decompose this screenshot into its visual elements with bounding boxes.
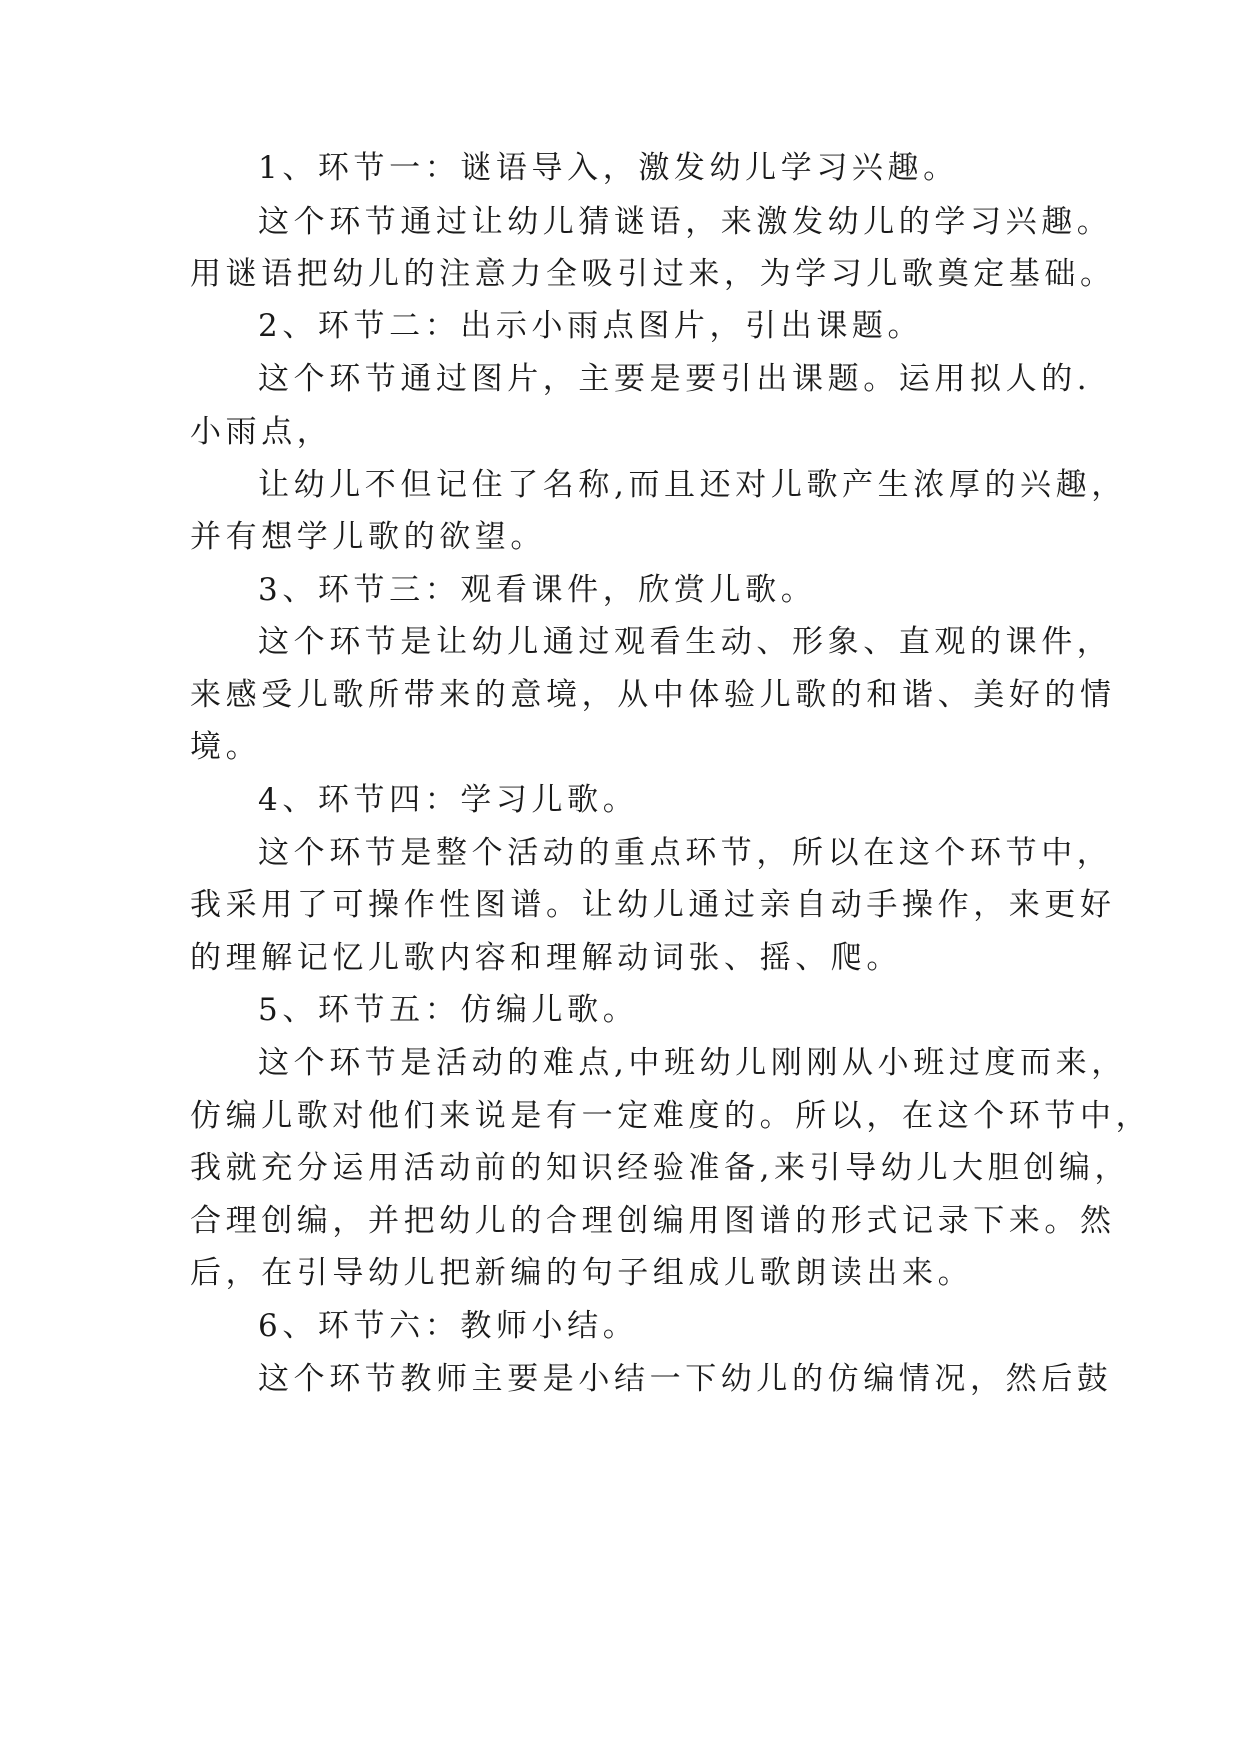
section-3-heading: 3、环节三：观看课件，欣赏儿歌。	[258, 572, 817, 608]
section-1-heading: 1、环节一：谜语导入，激发幼儿学习兴趣。	[258, 150, 959, 186]
section-6-heading: 6、环节六：教师小结。	[258, 1308, 639, 1344]
paragraph-line: 这个环节是活动的难点,中班幼儿刚刚从小班过度而来，	[258, 1045, 1127, 1081]
paragraph-line: 用谜语把幼儿的注意力全吸引过来，为学习儿歌奠定基础。	[190, 256, 1116, 292]
paragraph-line: 这个环节教师主要是小结一下幼儿的仿编情况，然后鼓	[258, 1361, 1113, 1397]
paragraph-line: 让幼儿不但记住了名称,而且还对儿歌产生浓厚的兴趣，	[258, 467, 1127, 503]
paragraph-line: 境。	[190, 729, 262, 765]
section-5-heading: 5、环节五：仿编儿歌。	[258, 992, 639, 1028]
paragraph-line: 后，在引导幼儿把新编的句子组成儿歌朗读出来。	[190, 1255, 974, 1291]
paragraph-line: 这个环节是让幼儿通过观看生动、形象、直观的课件，	[258, 624, 1113, 660]
paragraph-line: 这个环节是整个活动的重点环节，所以在这个环节中，	[258, 835, 1113, 871]
paragraph-line: 仿编儿歌对他们来说是有一定难度的。所以，在这个环节中，	[190, 1098, 1152, 1134]
section-4-heading: 4、环节四：学习儿歌。	[258, 782, 639, 818]
section-2-heading: 2、环节二：出示小雨点图片，引出课题。	[258, 308, 924, 344]
paragraph-line: 小雨点，	[190, 414, 333, 450]
paragraph-line: 我就充分运用活动前的知识经验准备,来引导幼儿大胆创编，	[190, 1150, 1131, 1186]
paragraph-line: 并有想学儿歌的欲望。	[190, 519, 546, 555]
paragraph-line: 来感受儿歌所带来的意境，从中体验儿歌的和谐、美好的情	[190, 677, 1116, 713]
paragraph-line: 这个环节通过让幼儿猜谜语，来激发幼儿的学习兴趣。	[258, 204, 1113, 240]
paragraph-line: 合理创编，并把幼儿的合理创编用图谱的形式记录下来。然	[190, 1203, 1116, 1239]
paragraph-line: 的理解记忆儿歌内容和理解动词张、摇、爬。	[190, 940, 902, 976]
paragraph-line: 这个环节通过图片，主要是要引出课题。运用拟人的.	[258, 361, 1092, 397]
paragraph-line: 我采用了可操作性图谱。让幼儿通过亲自动手操作，来更好	[190, 887, 1116, 923]
